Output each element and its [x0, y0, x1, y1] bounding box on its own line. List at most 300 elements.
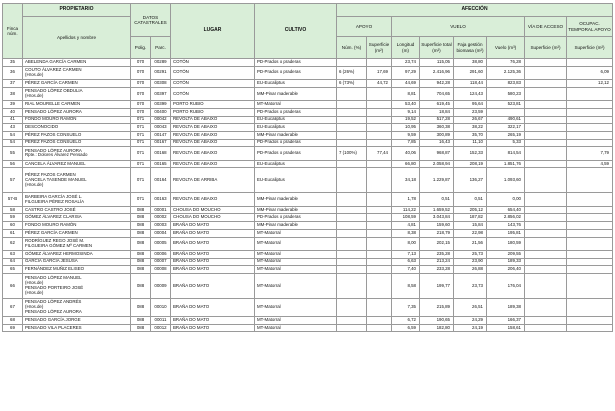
finca-cell: 57-B: [3, 193, 23, 206]
via-sup-cell: [525, 87, 567, 100]
parc-cell: 00164: [151, 168, 171, 193]
faja-cell: 124,43: [454, 87, 487, 100]
apoyo-sup-cell: [367, 193, 392, 206]
parc-cell: 00167: [151, 139, 171, 147]
parc-cell: 00400: [151, 108, 171, 116]
owner-name-cell: GÓMEZ ÁLVAREZ CLARISA: [23, 214, 131, 222]
ocup-sup-cell: [567, 168, 613, 193]
apoyo-num-cell: [337, 124, 367, 132]
lugar-cell: REVOLTA DE ABAIXO: [171, 193, 255, 206]
faja-cell: 205,12: [454, 206, 487, 214]
sup-total-cell: 0,51: [420, 193, 454, 206]
lugar-cell: REVOLTA DE ABAIXO: [171, 160, 255, 168]
polig-cell: 071: [131, 168, 151, 193]
header-cultivo: CULTIVO: [255, 4, 337, 59]
faja-cell: 25,73: [454, 250, 487, 258]
lugar-cell: BRAÑA DO MATO: [171, 258, 255, 266]
via-sup-cell: [525, 206, 567, 214]
finca-cell: 37: [3, 80, 23, 88]
cultivo-cell: PD-Prados o praderas: [255, 66, 337, 79]
ocup-sup-cell: [567, 131, 613, 139]
apoyo-sup-cell: [367, 266, 392, 274]
table-row: [3, 59, 613, 67]
via-sup-cell: [525, 139, 567, 147]
via-sup-cell: [525, 316, 567, 324]
owner-name-cell: RIAL MOURELLE CARMEN: [23, 101, 131, 109]
via-sup-cell: [525, 273, 567, 298]
via-sup-cell: [525, 168, 567, 193]
owner-name-cell: GARCÍA GARCÍA JESUSA: [23, 258, 131, 266]
header-apellidos: Apellidos y nombre: [23, 17, 131, 59]
finca-cell: 66: [3, 273, 23, 298]
sup-total-cell: 704,65: [420, 87, 454, 100]
table-row: [3, 193, 613, 206]
header-via-acceso: VÍA DE ACCESO: [525, 17, 567, 37]
vuelo-m3-cell: 2.856,02: [487, 214, 525, 222]
finca-cell: 69: [3, 324, 23, 332]
owner-name-cell: PENSADO GARCÍA JORGE: [23, 316, 131, 324]
longitud-cell: 7,13: [392, 250, 420, 258]
cultivo-cell: MT-Matorral: [255, 250, 337, 258]
faja-cell: 24,29: [454, 316, 487, 324]
apoyo-sup-cell: [367, 108, 392, 116]
longitud-cell: 7,40: [392, 266, 420, 274]
apoyo-num-cell: [337, 214, 367, 222]
apoyo-num-cell: [337, 168, 367, 193]
cultivo-cell: PD-Prados o praderas: [255, 139, 337, 147]
sup-total-cell: 202,15: [420, 237, 454, 250]
finca-cell: 68: [3, 316, 23, 324]
table-row: [3, 273, 613, 298]
longitud-cell: 6,63: [392, 258, 420, 266]
longitud-cell: 8,58: [392, 273, 420, 298]
longitud-cell: 7,35: [392, 298, 420, 316]
longitud-cell: 6,59: [392, 324, 420, 332]
polig-cell: 071: [131, 139, 151, 147]
via-sup-cell: [525, 250, 567, 258]
polig-cell: 070: [131, 66, 151, 79]
parc-cell: 00165: [151, 160, 171, 168]
longitud-cell: 40,06: [392, 147, 420, 160]
ocup-sup-cell: [567, 214, 613, 222]
parc-cell: 00004: [151, 229, 171, 237]
ocup-sup-cell: [567, 324, 613, 332]
header-sup-total: Superficie total (m²): [420, 37, 454, 59]
polig-cell: 088: [131, 206, 151, 214]
apoyo-sup-cell: [367, 139, 392, 147]
finca-cell: 57: [3, 168, 23, 193]
lugar-cell: COTÓN: [171, 80, 255, 88]
owner-name-cell: PENSADO LÓPEZ AURORA Rpte.: Dolores Álvarez Pensado: [23, 147, 131, 160]
parc-cell: 00008: [151, 266, 171, 274]
lugar-cell: COTÓN: [171, 66, 255, 79]
ocup-sup-cell: [567, 139, 613, 147]
finca-cell: 39: [3, 101, 23, 109]
header-via-sup: Superficie (m²): [525, 37, 567, 59]
sup-total-cell: 1.229,87: [420, 168, 454, 193]
apoyo-num-cell: [337, 59, 367, 67]
owner-name-cell: FERNÁNDEZ MUÑIZ ELISEO: [23, 266, 131, 274]
apoyo-sup-cell: [367, 229, 392, 237]
sup-total-cell: 18,84: [420, 108, 454, 116]
finca-cell: 67: [3, 298, 23, 316]
apoyo-num-cell: [337, 160, 367, 168]
ocup-sup-cell: 12,12: [567, 80, 613, 88]
table-row: [3, 258, 613, 266]
apoyo-sup-cell: [367, 206, 392, 214]
via-sup-cell: [525, 124, 567, 132]
apoyo-num-cell: [337, 316, 367, 324]
longitud-cell: 97,29: [392, 66, 420, 79]
lugar-cell: COTÓN: [171, 59, 255, 67]
cultivo-cell: MM-Pinar maderable: [255, 87, 337, 100]
sup-total-cell: 182,80: [420, 324, 454, 332]
vuelo-m3-cell: 180,59: [487, 237, 525, 250]
faja-cell: 118,44: [454, 80, 487, 88]
parc-cell: 00147: [151, 131, 171, 139]
sup-total-cell: 199,77: [420, 273, 454, 298]
faja-cell: 136,27: [454, 168, 487, 193]
apoyo-sup-cell: [367, 222, 392, 230]
apoyo-num-cell: [337, 266, 367, 274]
longitud-cell: 6,72: [392, 316, 420, 324]
polig-cell: 071: [131, 147, 151, 160]
faja-cell: 38,80: [454, 59, 487, 67]
vuelo-m3-cell: 143,76: [487, 222, 525, 230]
ocup-sup-cell: [567, 266, 613, 274]
finca-cell: 54: [3, 131, 23, 139]
finca-cell: 55: [3, 147, 23, 160]
header-vuelo: VUELO: [392, 17, 525, 37]
vuelo-m3-cell: 209,55: [487, 250, 525, 258]
lugar-cell: REVOLTA DE ABAIXO: [171, 139, 255, 147]
apoyo-sup-cell: [367, 324, 392, 332]
cultivo-cell: MT-Matorral: [255, 316, 337, 324]
finca-cell: 56: [3, 160, 23, 168]
longitud-cell: 34,18: [392, 168, 420, 193]
parc-cell: 00005: [151, 237, 171, 250]
via-sup-cell: [525, 80, 567, 88]
faja-cell: 152,33: [454, 147, 487, 160]
parc-cell: 00002: [151, 214, 171, 222]
table-row: [3, 298, 613, 316]
cultivo-cell: EU-Eucaliptus: [255, 124, 337, 132]
finca-cell: 62: [3, 237, 23, 250]
sup-total-cell: 942,28: [420, 80, 454, 88]
apoyo-sup-cell: [367, 237, 392, 250]
header-finca: Finca núm.: [3, 4, 23, 59]
lugar-cell: BRAÑA DO MATO: [171, 237, 255, 250]
sup-total-cell: 968,87: [420, 147, 454, 160]
apoyo-num-cell: 6 (73%): [337, 80, 367, 88]
lugar-cell: BRAÑA DO MATO: [171, 316, 255, 324]
ocup-sup-cell: [567, 116, 613, 124]
polig-cell: 070: [131, 80, 151, 88]
apoyo-num-cell: [337, 193, 367, 206]
apoyo-num-cell: [337, 131, 367, 139]
via-sup-cell: [525, 160, 567, 168]
vuelo-m3-cell: 176,04: [487, 273, 525, 298]
table-row: [3, 87, 613, 100]
longitud-cell: 8,81: [392, 87, 420, 100]
owner-name-cell: GÓMEZ ÁLVAREZ HERMOSINDA: [23, 250, 131, 258]
apoyo-num-cell: 6 (26%): [337, 66, 367, 79]
ocup-sup-cell: [567, 250, 613, 258]
finca-cell: 59: [3, 214, 23, 222]
owner-name-cell: RODRÍGUEZ REGO JOSÉ M. FILGUEIRA GÓMEZ Mª CARMEN: [23, 237, 131, 250]
sup-total-cell: 159,60: [420, 222, 454, 230]
polig-cell: 088: [131, 298, 151, 316]
affection-table: [2, 3, 613, 332]
apoyo-sup-cell: [367, 214, 392, 222]
polig-cell: 071: [131, 193, 151, 206]
sup-total-cell: 1.659,52: [420, 206, 454, 214]
faja-cell: 15,84: [454, 222, 487, 230]
apoyo-sup-cell: 77,44: [367, 147, 392, 160]
apoyo-num-cell: [337, 206, 367, 214]
polig-cell: 088: [131, 229, 151, 237]
vuelo-m3-cell: 166,37: [487, 316, 525, 324]
owner-name-cell: PENSADO VILA PLACERES: [23, 324, 131, 332]
apoyo-sup-cell: [367, 87, 392, 100]
parc-cell: 00163: [151, 193, 171, 206]
longitud-cell: 9,59: [392, 131, 420, 139]
cultivo-cell: MM-Pinar maderable: [255, 222, 337, 230]
apoyo-num-cell: [337, 298, 367, 316]
sup-total-cell: 213,24: [420, 258, 454, 266]
finca-cell: 64: [3, 258, 23, 266]
table-row: [3, 168, 613, 193]
via-sup-cell: [525, 222, 567, 230]
apoyo-num-cell: [337, 237, 367, 250]
apoyo-num-cell: [337, 273, 367, 298]
vuelo-m3-cell: 76,28: [487, 59, 525, 67]
owner-name-cell: PÉREZ GARCÍA CARMEN: [23, 229, 131, 237]
via-sup-cell: [525, 193, 567, 206]
owner-name-cell: ABELENDA GARCÍA CARMEN: [23, 59, 131, 67]
vuelo-m3-cell: 814,54: [487, 147, 525, 160]
via-sup-cell: [525, 66, 567, 79]
table-row: [3, 206, 613, 214]
header-parc: Parc.: [151, 37, 171, 59]
cultivo-cell: MM-Pinar maderable: [255, 206, 337, 214]
faja-cell: 291,60: [454, 66, 487, 79]
ocup-sup-cell: [567, 222, 613, 230]
apoyo-sup-cell: [367, 250, 392, 258]
sup-total-cell: 16,43: [420, 139, 454, 147]
finca-cell: 54: [3, 139, 23, 147]
cultivo-cell: PD-Prados o praderas: [255, 214, 337, 222]
table-body: [3, 59, 613, 332]
via-sup-cell: [525, 229, 567, 237]
faja-cell: 26,88: [454, 266, 487, 274]
apoyo-num-cell: [337, 101, 367, 109]
lugar-cell: PORTO RUBIO: [171, 101, 255, 109]
longitud-cell: 8,00: [392, 237, 420, 250]
sup-total-cell: 619,45: [420, 101, 454, 109]
apoyo-sup-cell: [367, 168, 392, 193]
table-row: [3, 222, 613, 230]
apoyo-sup-cell: [367, 298, 392, 316]
cultivo-cell: MT-Matorral: [255, 324, 337, 332]
polig-cell: 070: [131, 59, 151, 67]
ocup-sup-cell: [567, 87, 613, 100]
header-apoyo-sup: Superficie (m²): [367, 37, 392, 59]
table-row: [3, 116, 613, 124]
table-row: [3, 101, 613, 109]
header-vuelo-m3: Vuelo (m³): [487, 37, 525, 59]
ocup-sup-cell: [567, 193, 613, 206]
sup-total-cell: 3.043,84: [420, 214, 454, 222]
apoyo-num-cell: 7 (100%): [337, 147, 367, 160]
cultivo-cell: EU-Eucaliptus: [255, 80, 337, 88]
vuelo-m3-cell: 490,61: [487, 116, 525, 124]
parc-cell: 00011: [151, 316, 171, 324]
lugar-cell: REVOLTA DE ABAIXO: [171, 116, 255, 124]
sup-total-cell: 115,05: [420, 59, 454, 67]
header-propietario: PROPIETARIO: [23, 4, 131, 17]
via-sup-cell: [525, 266, 567, 274]
sup-total-cell: 2.416,96: [420, 66, 454, 79]
table-row: [3, 66, 613, 79]
lugar-cell: CHOUSA DO MOUCHO: [171, 206, 255, 214]
table-row: [3, 324, 613, 332]
lugar-cell: REVOLTA DE ABAIXO: [171, 131, 255, 139]
via-sup-cell: [525, 298, 567, 316]
longitud-cell: 4,81: [392, 222, 420, 230]
via-sup-cell: [525, 214, 567, 222]
table-row: [3, 108, 613, 116]
via-sup-cell: [525, 116, 567, 124]
via-sup-cell: [525, 108, 567, 116]
apoyo-sup-cell: [367, 124, 392, 132]
via-sup-cell: [525, 324, 567, 332]
parc-cell: 00043: [151, 124, 171, 132]
polig-cell: 070: [131, 101, 151, 109]
vuelo-m3-cell: 189,33: [487, 258, 525, 266]
vuelo-m3-cell: 1.093,60: [487, 168, 525, 193]
cultivo-cell: EU-Eucaliptus: [255, 160, 337, 168]
lugar-cell: PORTO RUBIO: [171, 108, 255, 116]
longitud-cell: 53,40: [392, 101, 420, 109]
apoyo-num-cell: [337, 139, 367, 147]
apoyo-num-cell: [337, 250, 367, 258]
sup-total-cell: 235,28: [420, 250, 454, 258]
vuelo-m3-cell: [487, 108, 525, 116]
ocup-sup-cell: [567, 206, 613, 214]
apoyo-num-cell: [337, 87, 367, 100]
cultivo-cell: EU-Eucaliptus: [255, 168, 337, 193]
sup-total-cell: 190,65: [420, 316, 454, 324]
header-apoyo-num: Núm. (%): [337, 37, 367, 59]
longitud-cell: 8,38: [392, 229, 420, 237]
lugar-cell: REVOLTA DE ARRIBA: [171, 168, 255, 193]
finca-cell: 61: [3, 229, 23, 237]
apoyo-sup-cell: 44,72: [367, 80, 392, 88]
polig-cell: 088: [131, 222, 151, 230]
parc-cell: 00010: [151, 298, 171, 316]
parc-cell: 00399: [151, 101, 171, 109]
finca-cell: 43: [3, 124, 23, 132]
finca-cell: 58: [3, 206, 23, 214]
vuelo-m3-cell: 523,81: [487, 101, 525, 109]
table-row: [3, 237, 613, 250]
finca-cell: 35: [3, 59, 23, 67]
owner-name-cell: PÉREZ GARCÍA CARMEN: [23, 80, 131, 88]
ocup-sup-cell: 7,79: [567, 147, 613, 160]
table-row: [3, 266, 613, 274]
faja-cell: 24,19: [454, 324, 487, 332]
polig-cell: 088: [131, 214, 151, 222]
parc-cell: 00291: [151, 66, 171, 79]
parc-cell: 00397: [151, 87, 171, 100]
cultivo-cell: MT-Matorral: [255, 237, 337, 250]
cultivo-cell: MT-Matorral: [255, 101, 337, 109]
header-faja: Faja gestión biomasa (m²): [454, 37, 487, 59]
apoyo-sup-cell: [367, 160, 392, 168]
lugar-cell: BRAÑA DO MATO: [171, 273, 255, 298]
lugar-cell: BRAÑA DO MATO: [171, 324, 255, 332]
faja-cell: 26,67: [454, 116, 487, 124]
longitud-cell: 114,22: [392, 206, 420, 214]
sup-total-cell: 215,89: [420, 298, 454, 316]
table-row: [3, 250, 613, 258]
lugar-cell: BRAÑA DO MATO: [171, 266, 255, 274]
header-ocup-sup: Superficie (m²): [567, 37, 613, 59]
via-sup-cell: [525, 237, 567, 250]
polig-cell: 088: [131, 250, 151, 258]
faja-cell: 35,70: [454, 131, 487, 139]
polig-cell: 071: [131, 124, 151, 132]
longitud-cell: 7,85: [392, 139, 420, 147]
faja-cell: 23,59: [454, 108, 487, 116]
vuelo-m3-cell: 158,61: [487, 324, 525, 332]
faja-cell: 26,51: [454, 298, 487, 316]
lugar-cell: BRAÑA DO MATO: [171, 250, 255, 258]
header-datos-catastrales: DATOS CATASTRALES: [131, 4, 171, 37]
vuelo-m3-cell: 195,81: [487, 229, 525, 237]
ocup-sup-cell: [567, 229, 613, 237]
owner-name-cell: BARBEIRA GARCÍA JOSÉ L. FILGUEIRA PÉREZ ROSALÍA: [23, 193, 131, 206]
faja-cell: 187,82: [454, 214, 487, 222]
finca-cell: 63: [3, 250, 23, 258]
table-row: [3, 214, 613, 222]
via-sup-cell: [525, 131, 567, 139]
faja-cell: 95,64: [454, 101, 487, 109]
faja-cell: 22,98: [454, 229, 487, 237]
vuelo-m3-cell: 823,83: [487, 80, 525, 88]
sup-total-cell: 2.058,94: [420, 160, 454, 168]
lugar-cell: BRAÑA DO MATO: [171, 229, 255, 237]
apoyo-sup-cell: [367, 59, 392, 67]
vuelo-m3-cell: 5,33: [487, 139, 525, 147]
longitud-cell: 1,78: [392, 193, 420, 206]
table-row: [3, 131, 613, 139]
owner-name-cell: FONDO MOURO RAMÓN: [23, 222, 131, 230]
owner-name-cell: PENSADO LÓPEZ MANUEL (Hros.de) PENSADO PORTEIRO JOSÉ (Hros.de): [23, 273, 131, 298]
lugar-cell: BRAÑA DO MATO: [171, 222, 255, 230]
header-polig: Polig.: [131, 37, 151, 59]
ocup-sup-cell: [567, 273, 613, 298]
polig-cell: 088: [131, 237, 151, 250]
finca-cell: 65: [3, 266, 23, 274]
vuelo-m3-cell: 580,23: [487, 87, 525, 100]
ocup-sup-cell: [567, 101, 613, 109]
header-longitud: Longitud (m): [392, 37, 420, 59]
cultivo-cell: MT-Matorral: [255, 258, 337, 266]
vuelo-m3-cell: 0,00: [487, 193, 525, 206]
parc-cell: 00007: [151, 258, 171, 266]
